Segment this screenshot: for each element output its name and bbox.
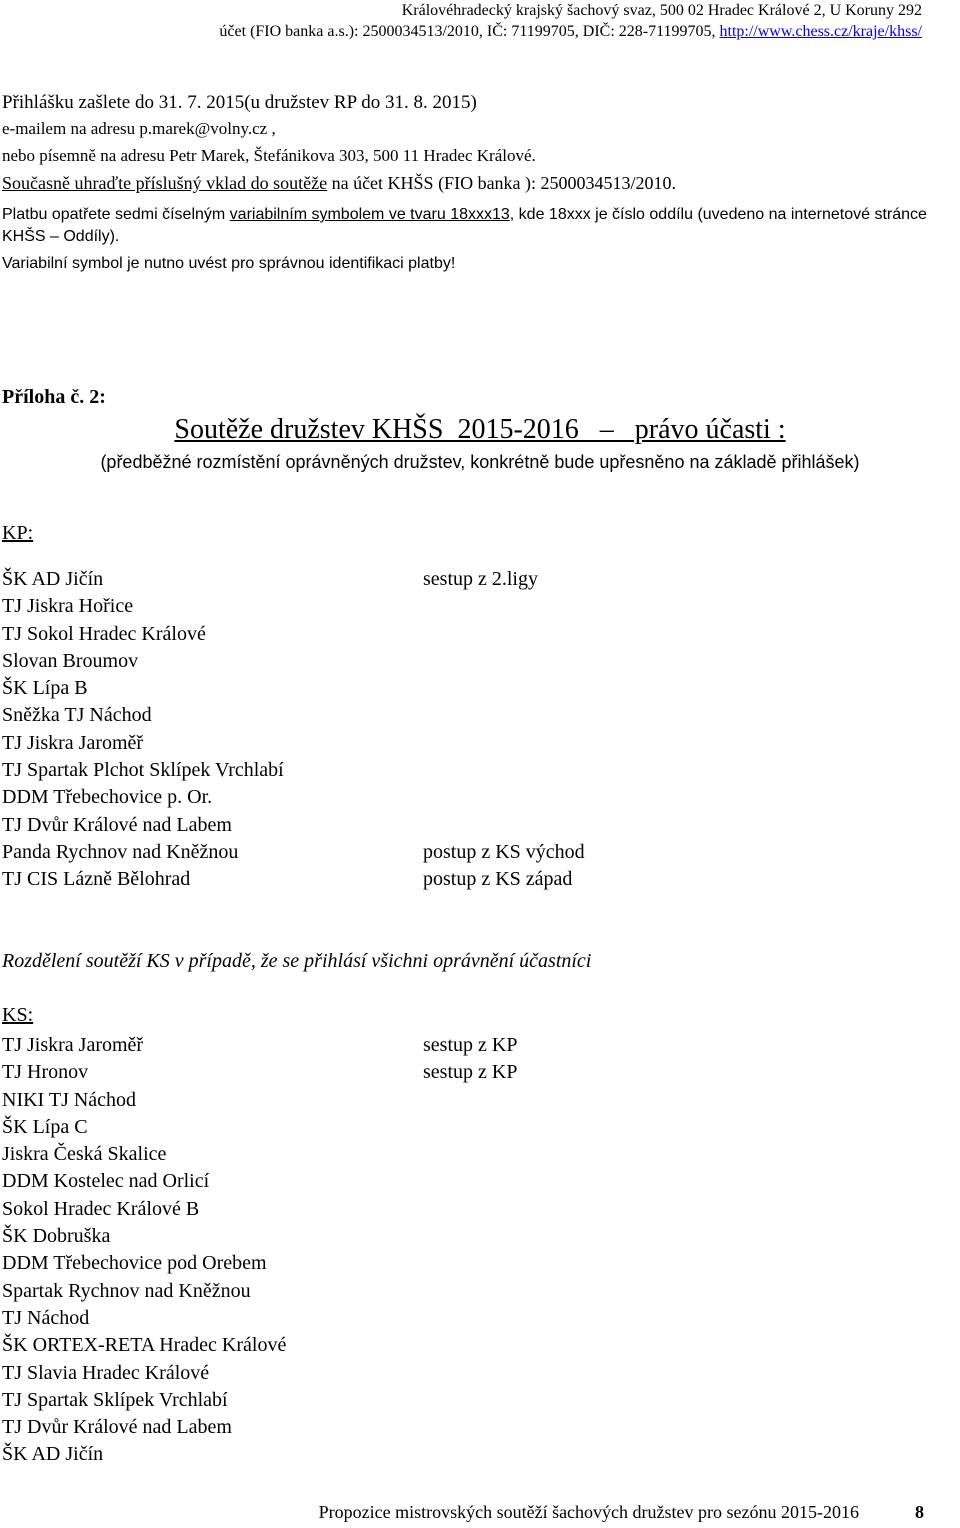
payment-account: na účet KHŠS (FIO banka ): 2500034513/2010.	[327, 173, 677, 193]
team-name: ŠK AD Jičín	[2, 1443, 104, 1466]
team-row	[2, 621, 284, 648]
team-row	[2, 1441, 286, 1468]
team-row	[2, 1414, 286, 1441]
vs-warning: Variabilní symbol je nutno uvést pro správnou identifikaci platby!	[2, 255, 456, 272]
team-row	[2, 812, 284, 839]
team-name: TJ Sokol Hradec Králové	[2, 622, 206, 645]
ks-label: KS:	[2, 1004, 34, 1026]
team-row	[2, 1278, 286, 1305]
team-row	[2, 593, 284, 620]
team-name: TJ Dvůr Králové nad Labem	[2, 813, 232, 836]
team-name: TJ Náchod	[2, 1306, 90, 1329]
page-title: Soutěže družstev KHŠS 2015-2016 – právo účasti :	[174, 414, 786, 445]
team-row	[2, 730, 284, 757]
letterhead-address: Královéhradecký krajský šachový svaz, 500 02 Hradec Králové 2, U Koruny 292	[401, 2, 922, 19]
team-row	[2, 866, 573, 893]
team-row	[2, 702, 284, 729]
team-row	[2, 1196, 286, 1223]
team-name: TJ CIS Lázně Bělohrad	[2, 868, 191, 891]
team-row	[2, 1223, 286, 1250]
team-note: sestup z KP	[423, 1034, 518, 1056]
team-row	[2, 1032, 518, 1059]
team-note: postup z KS západ	[423, 868, 573, 891]
team-name: Jiskra Česká Skalice	[2, 1143, 167, 1166]
payment-line	[2, 173, 676, 194]
team-row	[2, 1059, 518, 1086]
vs-format: variabilním symbolem ve tvaru 18xxx13	[229, 206, 510, 223]
team-row	[2, 1250, 286, 1277]
payment-instruction: Současně uhraďte příslušný vklad do soutěže	[2, 173, 328, 193]
page-subtitle: (předběžné rozmístění oprávněných družstev, konkrétně bude upřesněno na základě přihlášek)	[100, 452, 860, 472]
team-name: TJ Spartak Plchot Sklípek Vrchlabí	[2, 759, 284, 782]
team-name: TJ Jiskra Jaroměř	[2, 731, 144, 754]
team-row	[2, 566, 538, 593]
postal-line: nebo písemně na adresu Petr Marek, Štefánikova 303, 500 11 Hradec Králové.	[2, 146, 536, 165]
team-name: ŠK AD Jičín	[2, 568, 104, 590]
team-name: Sněžka TJ Náchod	[2, 704, 152, 727]
team-row	[2, 784, 284, 811]
ks-team-list	[2, 1032, 518, 1469]
team-name: TJ Jiskra Jaroměř	[2, 1034, 144, 1056]
khss-website-link[interactable]: http://www.chess.cz/kraje/khss/	[719, 23, 922, 40]
team-row	[2, 1360, 286, 1387]
team-name: Sokol Hradec Králové B	[2, 1197, 200, 1220]
team-name: DDM Třebechovice pod Orebem	[2, 1252, 267, 1275]
team-row	[2, 1332, 286, 1359]
team-name: ŠK ORTEX-RETA Hradec Králové	[2, 1334, 287, 1357]
team-name: DDM Třebechovice p. Or.	[2, 786, 213, 809]
team-row	[2, 1168, 286, 1195]
page-number: 8	[915, 1502, 924, 1522]
team-name: TJ Jiskra Hořice	[2, 595, 134, 618]
team-name: NIKI TJ Náchod	[2, 1088, 137, 1111]
footer-text: Propozice mistrovských soutěží šachových družstev pro sezónu 2015-2016	[318, 1502, 859, 1522]
ks-division-note: Rozdělení soutěží KS v případě, že se přihlásí všichni oprávnění účastníci	[2, 950, 592, 972]
team-row	[2, 675, 284, 702]
deadline-line: Přihlášku zašlete do 31. 7. 2015(u družstev RP do 31. 8. 2015)	[2, 92, 477, 113]
letterhead-account-text: účet (FIO banka a.s.): 2500034513/2010, IČ: 71199705, DIČ: 228-71199705,	[219, 23, 720, 40]
team-name: TJ Slavia Hradec Králové	[2, 1361, 210, 1384]
page-footer	[319, 1502, 924, 1523]
team-name: Slovan Broumov	[2, 649, 139, 672]
team-row	[2, 839, 585, 866]
team-note: postup z KS východ	[423, 840, 585, 863]
team-name: DDM Kostelec nad Orlicí	[2, 1170, 210, 1193]
team-note: sestup z 2.ligy	[423, 568, 538, 590]
team-name: Spartak Rychnov nad Kněžnou	[2, 1279, 251, 1302]
team-row	[2, 648, 284, 675]
team-name: TJ Dvůr Králové nad Labem	[2, 1416, 232, 1439]
appendix-label: Příloha č. 2:	[2, 386, 106, 408]
team-name: TJ Spartak Sklípek Vrchlabí	[2, 1388, 228, 1411]
kp-team-list	[2, 566, 585, 894]
team-name: ŠK Lípa C	[2, 1115, 88, 1138]
team-row	[2, 1141, 286, 1168]
team-name: ŠK Dobruška	[2, 1225, 111, 1248]
email-line: e-mailem na adresu p.marek@volny.cz ,	[2, 119, 276, 138]
team-note: sestup z KP	[423, 1061, 518, 1084]
kp-label: KP:	[2, 522, 34, 544]
team-name: Panda Rychnov nad Kněžnou	[2, 840, 239, 863]
variable-symbol-paragraph	[2, 204, 957, 248]
team-row	[2, 1114, 286, 1141]
team-row	[2, 1387, 286, 1414]
team-name: ŠK Lípa B	[2, 677, 88, 700]
team-row	[2, 757, 284, 784]
team-row	[2, 1087, 286, 1114]
team-row	[2, 1305, 286, 1332]
team-name: TJ Hronov	[2, 1061, 89, 1084]
letterhead-account	[219, 21, 922, 42]
vs-text-a: Platbu opatřete sedmi číselným	[2, 206, 230, 223]
vs-text-b: , kde 18xxx je číslo oddílu (uvedeno na internetové stránce KHŠS – Oddíly).	[2, 206, 927, 245]
